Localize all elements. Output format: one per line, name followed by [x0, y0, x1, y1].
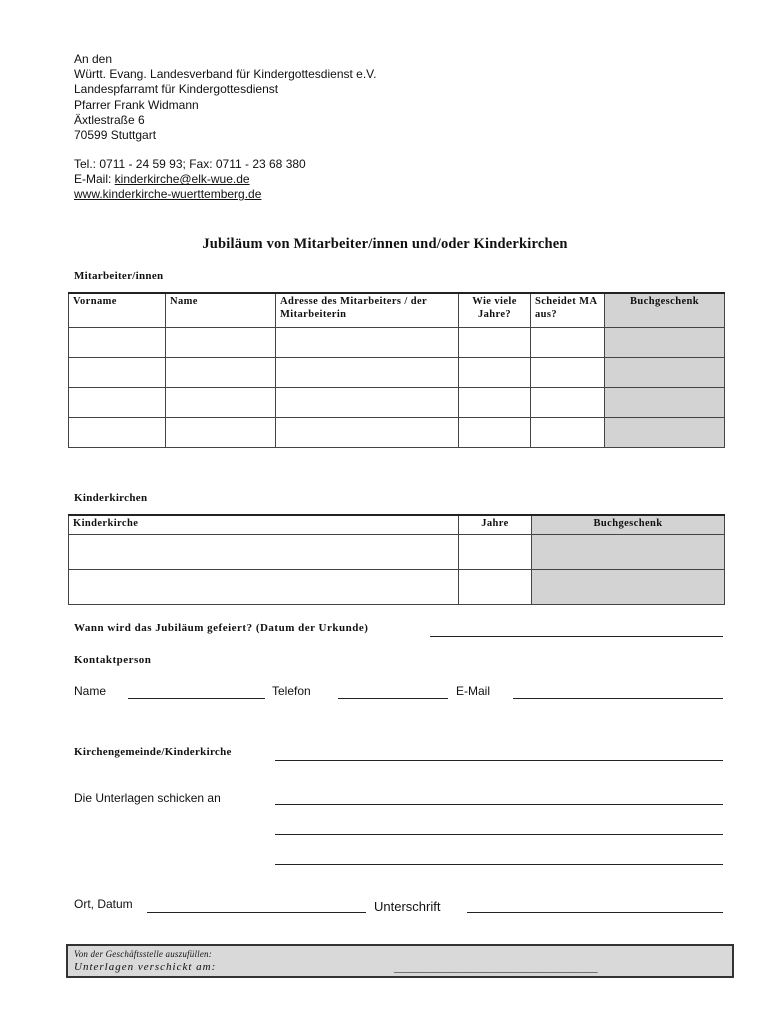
table-row [69, 534, 725, 569]
table-row [69, 417, 725, 447]
cell-scheidet[interactable] [531, 357, 605, 387]
cell-jahre[interactable] [459, 417, 531, 447]
cell-scheidet[interactable] [531, 417, 605, 447]
celebration-date-field[interactable] [430, 636, 723, 637]
cell-vorname[interactable] [69, 417, 166, 447]
contact-block [74, 157, 306, 203]
website-link[interactable]: www.kinderkirche-wuerttemberg.de [74, 187, 262, 202]
send-to-field-line-3[interactable] [275, 864, 723, 865]
contact-person-label: Kontaktperson [74, 654, 152, 666]
cell-buchgeschenk [605, 357, 725, 387]
email-prefix: E-Mail: [74, 172, 115, 187]
cell-buchgeschenk [532, 569, 725, 604]
office-use-box [66, 944, 734, 978]
celebration-question: Wann wird das Jubiläum gefeiert? (Datum der Urkunde) [74, 622, 369, 634]
cell-jahre[interactable] [459, 534, 532, 569]
col-header-name: Name [166, 293, 276, 327]
staff-section-label: Mitarbeiter/innen [74, 270, 164, 282]
cell-jahre[interactable] [459, 569, 532, 604]
col-header-buchgeschenk: Buchgeschenk [605, 293, 725, 327]
cell-name[interactable] [166, 387, 276, 417]
cell-buchgeschenk [532, 534, 725, 569]
address-line: Pfarrer Frank Widmann [74, 97, 199, 112]
place-date-label: Ort, Datum [74, 897, 133, 911]
col-header-jahre: Wie viele Jahre? [459, 293, 531, 327]
email-line [74, 172, 306, 187]
sent-label: Unterlagen verschickt am: [74, 961, 217, 973]
place-date-field[interactable] [147, 912, 366, 913]
phone-field[interactable] [338, 698, 448, 699]
name-label: Name [74, 684, 107, 698]
phone-label: Telefon [272, 684, 311, 698]
address-line: 70599 Stuttgart [74, 128, 157, 143]
recipient-address [74, 52, 376, 143]
office-note: Von der Geschäftsstelle auszufüllen: [74, 949, 212, 959]
send-to-label: Die Unterlagen schicken an [74, 791, 221, 805]
cell-name[interactable] [166, 327, 276, 357]
send-to-field-line-2[interactable] [275, 834, 723, 835]
table-row [69, 327, 725, 357]
cell-adresse[interactable] [276, 357, 459, 387]
cell-buchgeschenk [605, 387, 725, 417]
name-field[interactable] [128, 698, 265, 699]
col-header-kinderkirche: Kinderkirche [69, 515, 459, 534]
cell-buchgeschenk [605, 327, 725, 357]
address-line: Landespfarramt für Kindergottesdienst [74, 82, 279, 97]
col-header-buchgeschenk: Buchgeschenk [532, 515, 725, 534]
cell-name[interactable] [166, 417, 276, 447]
cell-kinderkirche[interactable] [69, 534, 459, 569]
signature-field[interactable] [467, 912, 723, 913]
churches-section-label: Kinderkirchen [74, 492, 148, 504]
cell-vorname[interactable] [69, 387, 166, 417]
parish-label: Kirchengemeinde/Kinderkirche [74, 746, 232, 758]
col-header-scheidet: Scheidet MA aus? [531, 293, 605, 327]
col-header-jahre: Jahre [459, 515, 532, 534]
table-row [69, 357, 725, 387]
cell-kinderkirche[interactable] [69, 569, 459, 604]
address-line: Äxtlestraße 6 [74, 112, 145, 127]
cell-jahre[interactable] [459, 327, 531, 357]
send-to-field-line-1[interactable] [275, 804, 723, 805]
cell-adresse[interactable] [276, 417, 459, 447]
table-row [69, 569, 725, 604]
cell-buchgeschenk [605, 417, 725, 447]
cell-jahre[interactable] [459, 357, 531, 387]
cell-vorname[interactable] [69, 327, 166, 357]
cell-jahre[interactable] [459, 387, 531, 417]
cell-vorname[interactable] [69, 357, 166, 387]
address-line: An den [74, 52, 113, 66]
table-row [69, 387, 725, 417]
phone-fax: Tel.: 0711 - 24 59 93; Fax: 0711 - 23 68 380 [74, 157, 306, 171]
cell-scheidet[interactable] [531, 327, 605, 357]
signature-label: Unterschrift [374, 899, 441, 914]
col-header-adresse: Adresse des Mitarbeiters / der Mitarbeiterin [276, 293, 459, 327]
sent-date-blank[interactable]: _____________________________________ [394, 962, 598, 974]
email-link[interactable]: kinderkirche@elk-wue.de [114, 172, 250, 187]
churches-table [68, 514, 725, 605]
parish-field[interactable] [275, 760, 723, 761]
address-line: Württ. Evang. Landesverband für Kindergottesdienst e.V. [74, 67, 377, 82]
cell-name[interactable] [166, 357, 276, 387]
cell-scheidet[interactable] [531, 387, 605, 417]
staff-table [68, 292, 725, 448]
email-label: E-Mail [456, 684, 491, 698]
email-field[interactable] [513, 698, 723, 699]
cell-adresse[interactable] [276, 387, 459, 417]
col-header-vorname: Vorname [69, 293, 166, 327]
cell-adresse[interactable] [276, 327, 459, 357]
form-title: Jubiläum von Mitarbeiter/innen und/oder Kinderkirchen [202, 236, 568, 252]
